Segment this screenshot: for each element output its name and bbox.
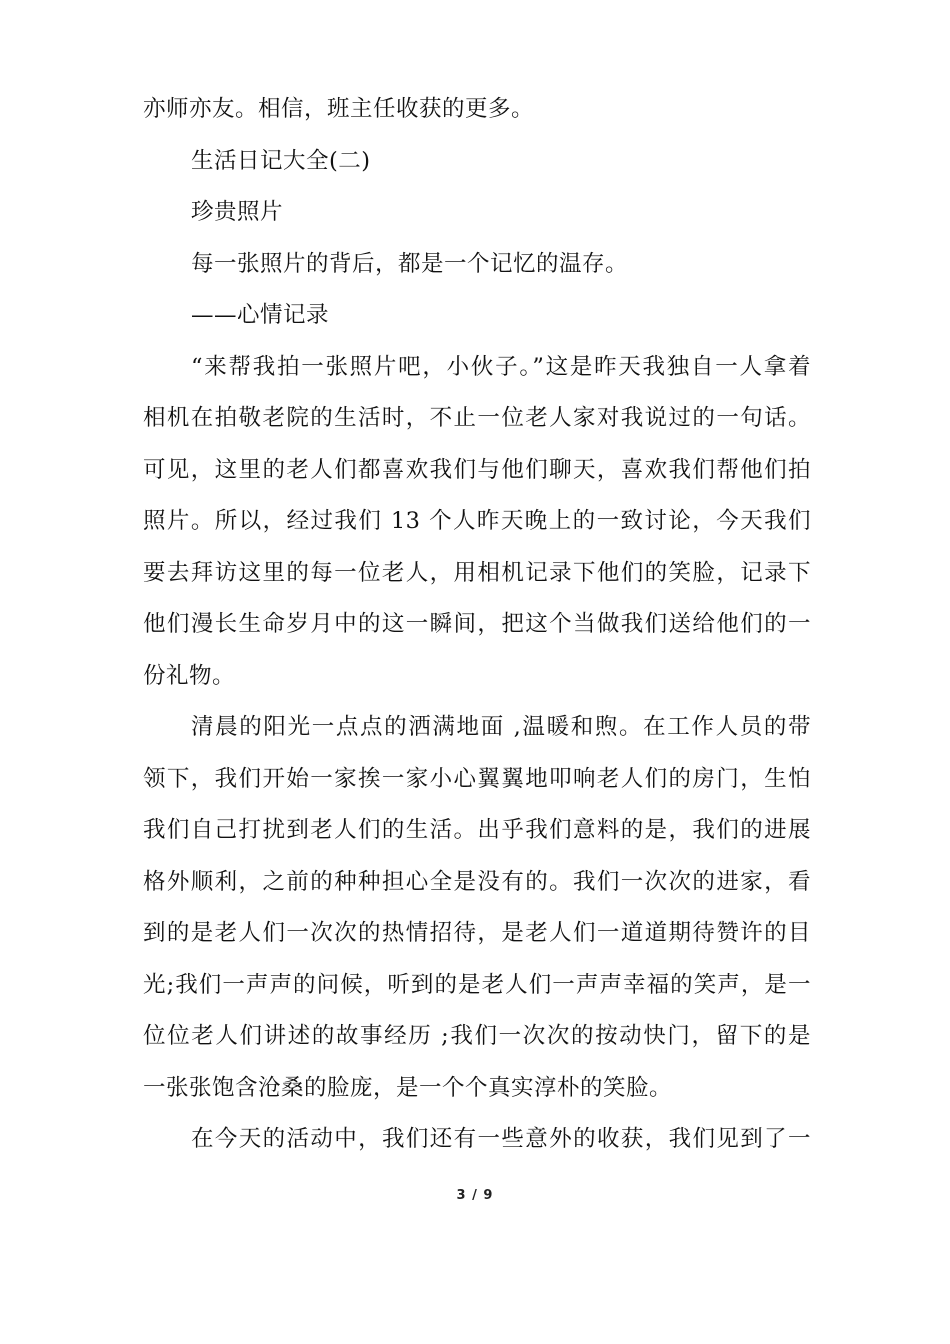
text-line: 位位老人们讲述的故事经历 ;我们一次次的按动快门，留下的是 xyxy=(143,1023,811,1049)
page-number: 3 / 9 xyxy=(456,1188,494,1203)
text-line: 光;我们一声声的问候，听到的是老人们一声声幸福的笑声，是一 xyxy=(143,971,811,998)
text-line: 到的是老人们一次次的热情招待，是老人们一道道期待赞许的目 xyxy=(143,920,811,946)
text-line: 他们漫长生命岁月中的这一瞬间，把这个当做我们送给他们的一 xyxy=(143,611,811,637)
text-line: 清晨的阳光一点点的洒满地面 ,温暖和煦。在工作人员的带 xyxy=(191,714,811,740)
text-line: 我们自己打扰到老人们的生活。出乎我们意料的是，我们的进展 xyxy=(143,817,811,843)
text-line: 在今天的活动中，我们还有一些意外的收获，我们见到了一 xyxy=(191,1126,811,1152)
article-title: 珍贵照片 xyxy=(191,199,284,225)
text-line: 可见，这里的老人们都喜欢我们与他们聊天，喜欢我们帮他们拍 xyxy=(143,456,811,483)
text-line: 照片。所以，经过我们 13 个人昨天晚上的一致讨论，今天我们 xyxy=(143,508,811,534)
text-line: 要去拜访这里的每一位老人，用相机记录下他们的笑脸，记录下 xyxy=(143,559,811,586)
section-heading: 生活日记大全(二) xyxy=(191,147,371,174)
epigraph: 每一张照片的背后，都是一个记忆的温存。 xyxy=(191,250,629,277)
document-body xyxy=(143,84,811,1166)
text-line: 份礼物。 xyxy=(143,662,236,689)
text-line: 领下，我们开始一家挨一家小心翼翼地叩响老人们的房门，生怕 xyxy=(143,765,811,792)
epigraph-attribution: ——心情记录 xyxy=(191,302,330,328)
text-line: 相机在拍敬老院的生活时，不止一位老人家对我说过的一句话。 xyxy=(143,405,811,431)
text-line: 格外顺利，之前的种种担心全是没有的。我们一次次的进家，看 xyxy=(143,868,811,895)
text-line: “来帮我拍一张照片吧，小伙子。”这是昨天我独自一人拿着 xyxy=(191,353,811,380)
text-line: 一张张饱含沧桑的脸庞，是一个个真实淳朴的笑脸。 xyxy=(143,1074,673,1101)
text-line: 亦师亦友。相信，班主任收获的更多。 xyxy=(143,96,535,122)
